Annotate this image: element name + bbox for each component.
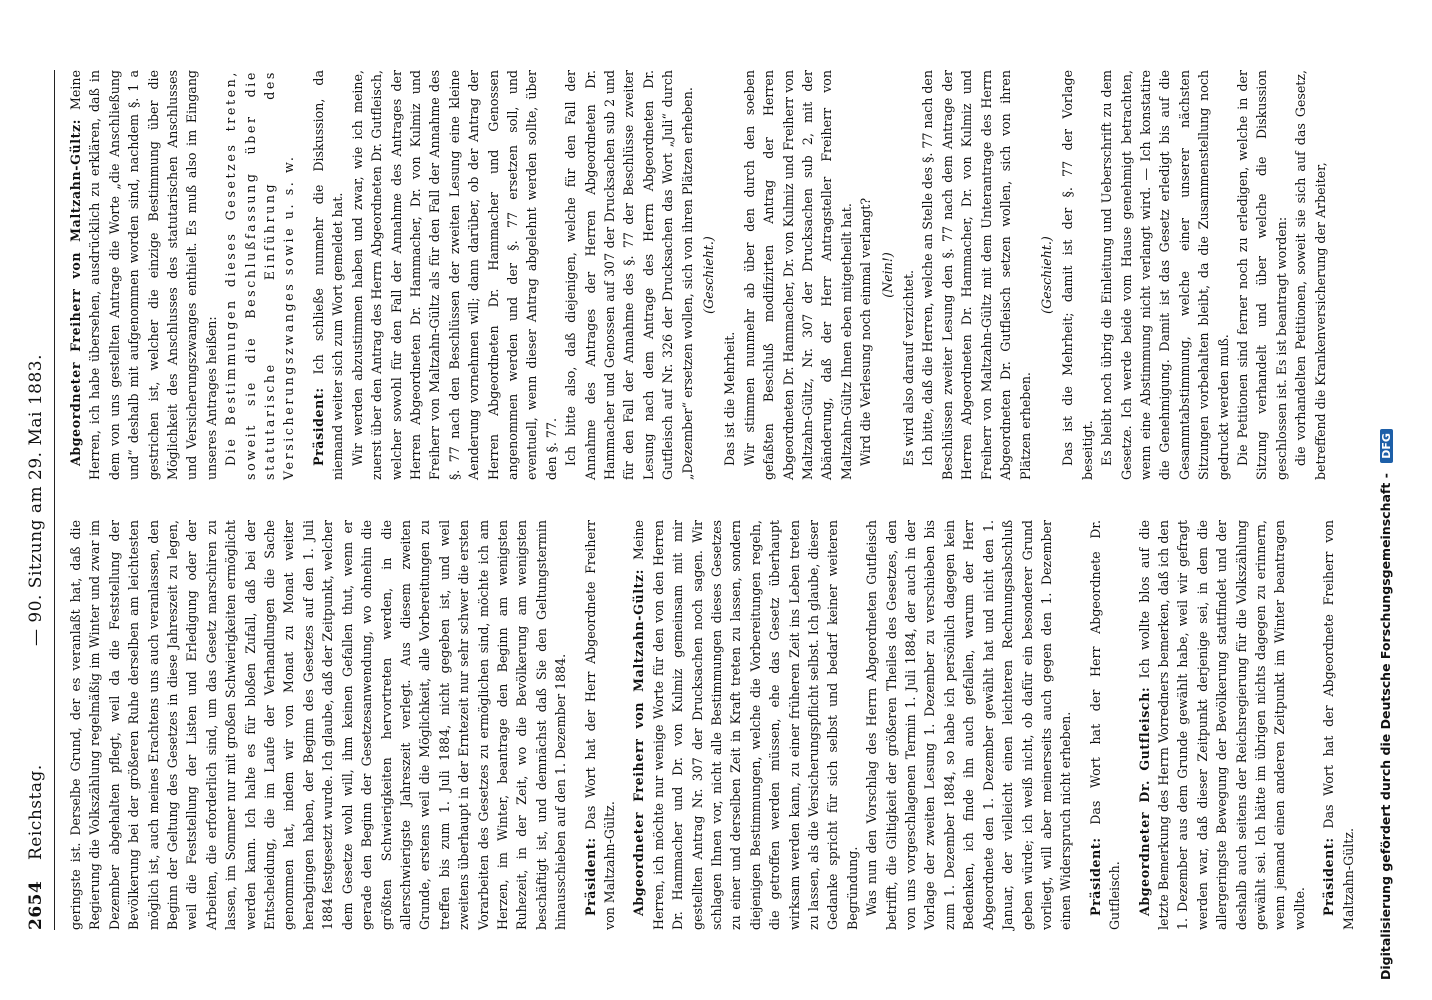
speaker-name: Präsident: (1321, 837, 1337, 916)
paragraph-gap (299, 70, 309, 480)
text-column-left (66, 520, 1358, 930)
paragraph: Es wird also darauf verzichtet. (901, 269, 917, 466)
paragraph: Es bleibt noch übrig die Einleitung und Ueberschrift zu dem Gesetze. Ich werde beide vom Hause genehmigt betrachten, wenn eine Abstimmung nicht verlangt wird. — Ich konstatire die Genehmigung. Damit ist das Gesetz erledigt bis auf die Gesammtabstimmung, welche einer unserer nächsten Sitzungen vorbehalten bleibt, da die Zusammenstellung noch gedruckt werden muß. (1099, 70, 1231, 480)
paragraph: Das ist die Mehrheit; damit ist der §. 77 der Vorlage beseitigt. (1060, 70, 1095, 480)
dfg-logo: DFG (1380, 429, 1393, 463)
paragraph: die vorhandelten Petitionen, soweit sie sich auf das Gesetz, betreffend die Krankenversicherung der Arbeiter, (1293, 70, 1328, 480)
speech-text: Das Wort hat der Herr Abgeordnete Dr. Gutfleisch. (1087, 520, 1123, 930)
paragraph: Die Petitionen sind ferner noch zu erledigen, welche in der Sitzung verhandelt und über welche die Diskussion geschlossen ist. Es ist beantragt worden: (1234, 70, 1289, 480)
speech-paragraph (1086, 520, 1125, 930)
paragraph-gap (1076, 520, 1086, 930)
running-head-left: Reichstag. (26, 764, 46, 860)
speech-paragraph (1319, 520, 1358, 930)
paragraph-gap (1125, 520, 1135, 930)
speaker-name: Präsident: (1087, 837, 1103, 916)
paragraph: Ich bitte also, daß diejenigen, welche für den Fall der Annahme des Antrages der Herren Abgeordneten Dr. Hammacher und Genossen auf 307 der Drucksachen sub 2 und für den Fall der Annahme des §. 77 der Beschlüsse zweiter Lesung nach dem Antrage des Herrn Abgeordneten Dr. Gutfleisch auf Nr. 326 der Drucksachen das Wort „Juli“ durch „Dezember“ ersetzen wollen, sich von ihren Plätzen erheben. (563, 70, 695, 480)
speaker-name: Abgeordneter Freiherr von Maltzahn-Gültz: (68, 118, 83, 466)
speaker-name: Präsident: (582, 837, 598, 916)
text-column-right (66, 70, 1330, 480)
speech-text: Ich wollte blos auf die letzte Bemerkung des Herrn Vorredners bemerken, daß ich den 1. Dezember aus dem Grunde gewählt habe, weil wir gefragt werden war, daß dieser Zeitpunkt derjenige sei, in dem die allergeringste Bewegung der Bevölkerung stattfindet und der deshalb auch seitens der Reichsregierung für die Volkszählung gewählt sei. Ich hätte im übrigen nichts dagegen zu erinnern, wenn jemand einen anderen Zeitpunkt im Winter beantragen wollte. (1136, 519, 1307, 930)
interjection: (Geschieht.) (701, 236, 716, 314)
paragraph: Wird die Verlesung noch einmal verlangt? (858, 197, 874, 466)
page-header (24, 70, 55, 930)
paragraph-gap (571, 520, 581, 930)
running-head-title: — 90. Sitzung am 29. Mai 1883. (26, 353, 46, 647)
paragraph: Ich bitte, daß die Herren, welche an Stelle des §. 77 nach den Beschlüssen zweiter Lesung den §. 77 nach dem Antrage der Herren Abgeordneten Dr. Hammacher, Dr. von Kulmiz und Freiherr von Maltzahn-Gültz mit dem Unterantrage des Herrn Abgeordneten Dr. Gutfleisch setzen wollen, sich von ihren Plätzen erheben. (920, 70, 1033, 480)
paragraph: Was nun den Vorschlag des Herrn Abgeordneten Gutfleisch betrifft, die Giltigkeit der größeren Theiles des Gesetzes, den von uns vorgeschlagenen Termin 1. Juli 1884, der auch in der Vorlage der zweiten Lesung 1. Dezember zu verschieben bis zum 1. Dezember 1884, so habe ich persönlich dagegen kein Bedenken, ich finde ihn auch gefallen, warum der Herr Abgeordnete den 1. Dezember gewählt hat und nicht den 1. Januar, der vielleicht einen leichteren Rechnungsabschluß geben würde; ich weiß nicht, ob dafür ein besonderer Grund vorliegt, will aber meinerseits auch gegen den 1. Dezember einen Widerspruch nicht erheben. (864, 520, 1074, 930)
speech-paragraph (629, 520, 862, 930)
quoted-motion: Die Bestimmungen dieses Gesetzes treten, soweit sie die Beschlußfassung über die statutarische Einführung des Versicherungszwanges sowie u. s. w. (223, 70, 297, 480)
interjection: (Nein!) (879, 252, 895, 298)
speech-text: Das Wort hat der Herr Abgeordnete Freiherr von Maltzahn-Gültz. (582, 520, 617, 930)
page-number: 2654 (26, 880, 46, 930)
speaker-name: Präsident: (310, 387, 326, 466)
credit-text: Digitalisierung gefördert durch die Deutsche Forschungsgemeinschaft - (1378, 473, 1393, 980)
speech-text: Ich schließe nunmehr die Diskussion, da niemand weiter sich zum Wort gemeldet hat. (310, 70, 346, 480)
speech-paragraph (1135, 520, 1310, 930)
continued-paragraph: geringste ist. Derselbe Grund, der es veranlaßt hat, daß die Regierung die Volkszählung regelmäßig im Winter und zwar im Dezember abgehalten pflegt, weil da die Feststellung der Bevölkerung bei der größeren Ruhe derselben am leichtesten möglich ist, auch meines Erachtens uns auch veranlassen, den Beginn der Geltung des Gesetzes in diese Jahreszeit zu legen, weil die Feststellung der Listen und Erledigung oder der Arbeiten, die erforderlich sind, um das Gesetz marschiren zu lassen, im Sommer nur mit großen Schwierigkeiten ermöglicht werden kann. Ich halte es für bloßen Zufall, daß bei der Entscheidung, die im Laufe der Verhandlungen die Sache genommen hat, indem wir von Monat zu Monat weiter herabgingen haben, der Beginn des Gesetzes auf den 1. Juli 1884 festgesetzt wurde. Ich glaube, daß der Zeitpunkt, welcher dem Gesetze wohl will, ihm keinen Gefallen thut, wenn er gerade den Beginn der Gesetzesanwendung, wo ohnehin die größten Schwierigkeiten hervortreten werden, in die allerschwierigste Jahreszeit verlegt. Aus diesem zweiten Grunde, erstens weil die Möglichkeit, alle Vorbereitungen zu treffen bis zum 1. Juli 1884, nicht gegeben ist, und weil zweitens überhaupt in der Erntezeit nur sehr schwer die ersten Vorarbeiten des Gesetzes zu ermöglichen sind, möchte ich am Herzen, im Winter, beantrage den Beginn am wenigsten Ruhezeit, in der Zeit, wo die Bevölkerung am wenigsten beschäftigt ist, und demnächst daß Sie den Geltungstermin hinausschieben auf den 1. Dezember 1884. (68, 520, 569, 930)
speech-text: Das Wort hat der Abgeordnete Freiherr von Maltzahn-Gültz. (1321, 520, 1356, 930)
interjection: (Geschieht.) (1038, 236, 1054, 314)
speech-paragraph (66, 70, 221, 480)
paragraph-gap (619, 520, 629, 930)
paragraph-gap (1309, 520, 1319, 930)
speaker-name: Abgeordneter Dr. Gutfleisch: (1136, 686, 1152, 916)
paragraph: Wir stimmen nunmehr ab über den durch den soeben gefaßten Beschluß modifizirten Antrag der Herren Abgeordneten Dr. Hammacher, Dr. von Kulmiz und Freiherr von Maltzahn-Gültz, Nr. 307 der Drucksachen sub 2, mit der Abänderung, daß der Herr Antragsteller Freiherr von Maltzahn-Gültz Ihnen eben mitgetheilt hat. (741, 70, 854, 480)
speech-paragraph (581, 520, 620, 930)
paragraph: Das ist die Mehrheit. (722, 331, 738, 466)
speech-text: Meine Herren, ich habe übersehen, ausdrücklich zu erklären, daß in dem von uns gestellten Antrage die Worte „die Anschließung und“ deshalb mit aufgenommen worden sind, nachdem §. 1 a gestrichen ist, welcher die einzige Bestimmung über die Möglichkeit des Anschlusses des statutarischen Anschlusses und Versicherungszwanges enthielt. Es muß also im Eingang unseres Antrages heißen: (68, 70, 219, 480)
speech-text: Meine Herren, ich möchte nur wenige Worte für den von den Herren Dr. Hammacher und Dr. von Kulmiz gemeinsam mit mir gestellten Antrag Nr. 307 der Drucksachen noch sagen. Wir schlagen Ihnen vor, nicht alle Bestimmungen dieses Gesetzes zu einer und derselben Zeit in Kraft treten zu lassen, sondern diejenigen Bestimmungen, welche die Vorbereitungen regeln, die getroffen werden müssen, ehe das Gesetz überhaupt wirksam werden kann, zu einer früheren Zeit ins Leben treten zu lassen, als die Versicherungspflicht selbst. Ich glaube, dieser Gedanke spricht für sich selbst und bedarf keiner weiteren Begründung. (631, 520, 860, 930)
speaker-name: Abgeordneter Freiherr von Maltzahn-Gültz: (631, 568, 647, 916)
paragraph: Wir werden abzustimmen haben und zwar, wie ich meine, zuerst über den Antrag des Herrn Abgeordneten Dr. Gutfleisch, welcher sowohl für den Fall der Annahme des Antrages der Herren Abgeordneten Dr. Hammacher, Dr. von Kulmiz und Freiherr von Maltzahn-Gültz als für den Fall der Annahme des §. 77 nach den Beschlüssen der zweiten Lesung eine kleine Aenderung vornehmen will; dann darüber, ob der Antrag der Herren Abgeordneten Dr. Hammacher und Genossen angenommen werden und der §. 77 ersetzen soll, und eventuell, wenn dieser Antrag abgelehnt werden sollte, über den §. 77. (349, 70, 559, 480)
speech-paragraph (309, 70, 348, 480)
digitization-credit (1378, 20, 1402, 980)
